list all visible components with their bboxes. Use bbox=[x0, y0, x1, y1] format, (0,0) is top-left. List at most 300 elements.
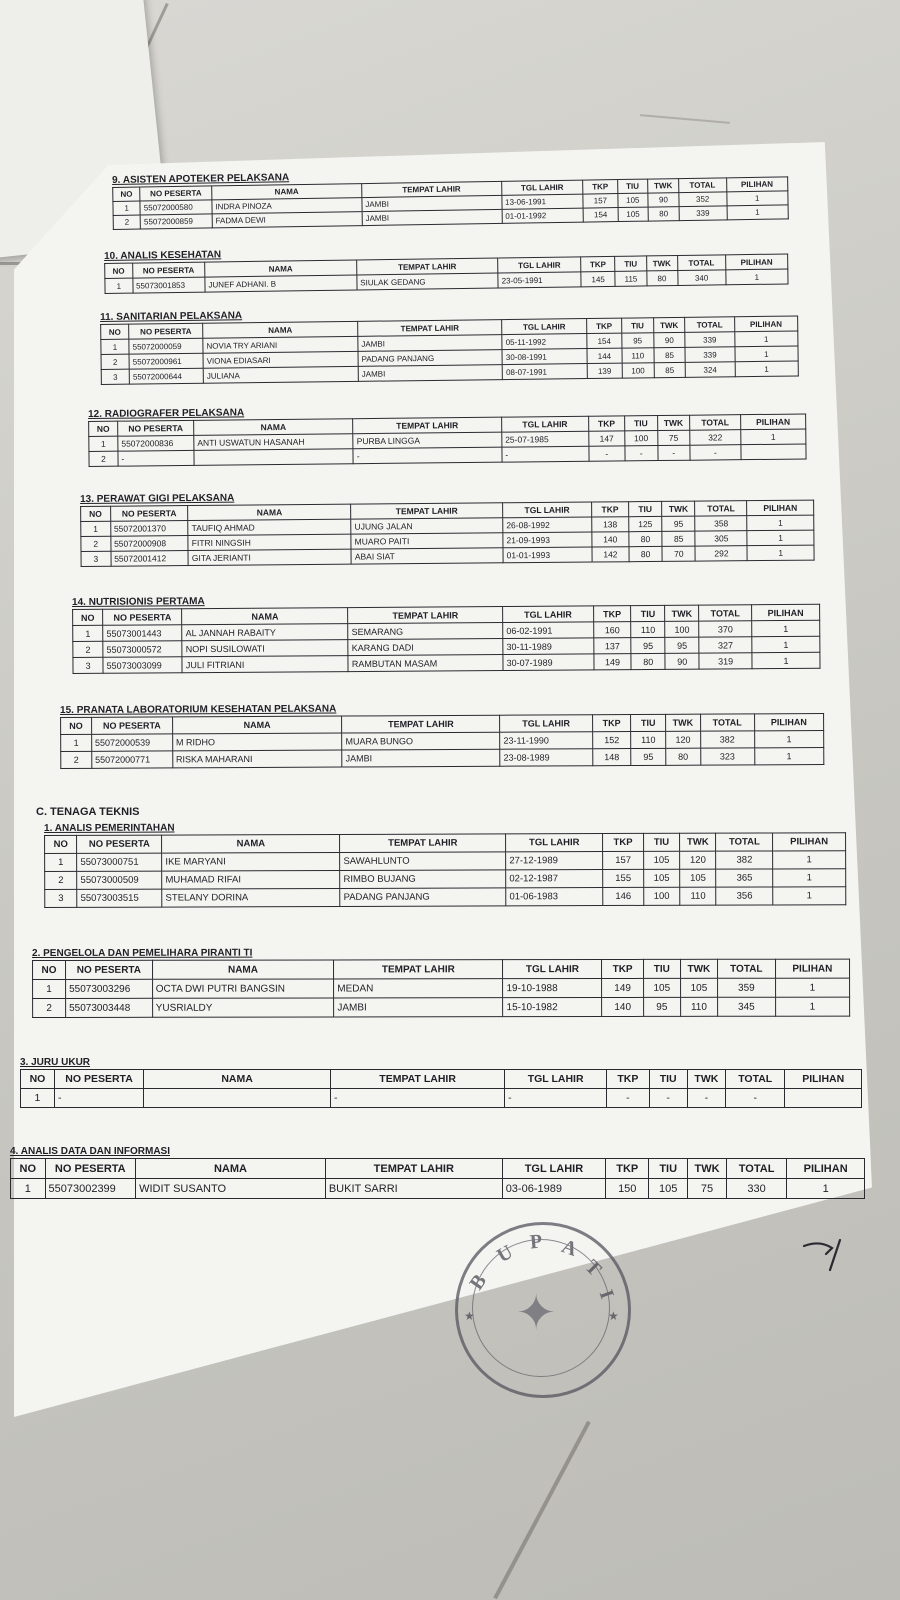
table-cell: UJUNG JALAN bbox=[351, 518, 503, 534]
table-cell: WIDIT SUSANTO bbox=[136, 1179, 326, 1199]
table-cell: 1 bbox=[33, 979, 66, 998]
table-cell: 145 bbox=[581, 271, 616, 286]
table-cell: 23-11-1990 bbox=[500, 732, 593, 749]
table-cell: 1 bbox=[727, 205, 789, 220]
table-cell: 105 bbox=[680, 869, 716, 887]
column-header: NO bbox=[11, 1159, 46, 1179]
column-header: NAMA bbox=[162, 834, 340, 853]
table-cell: 2 bbox=[73, 641, 103, 657]
table-cell: 142 bbox=[592, 547, 629, 562]
table-cell: OCTA DWI PUTRI BANGSIN bbox=[152, 979, 334, 998]
column-header: TWK bbox=[688, 1159, 727, 1179]
table-cell: 55073000751 bbox=[77, 853, 162, 871]
column-header: TWK bbox=[646, 255, 677, 270]
table-cell: 100 bbox=[665, 621, 699, 637]
table-cell: 1 bbox=[89, 436, 118, 451]
column-header: TEMPAT LAHIR bbox=[362, 181, 502, 197]
table-cell: 137 bbox=[593, 638, 631, 654]
table-cell: 100 bbox=[625, 431, 658, 446]
table-cell: - bbox=[353, 447, 502, 464]
table-cell: 95 bbox=[643, 997, 680, 1016]
table-cell: 1 bbox=[11, 1179, 46, 1199]
table-cell: 327 bbox=[699, 637, 752, 653]
section-title: 13. PERAWAT GIGI PELAKSANA bbox=[80, 492, 235, 505]
table-cell: 370 bbox=[699, 621, 752, 637]
column-header: TGL LAHIR bbox=[502, 319, 587, 335]
table-cell: 90 bbox=[665, 653, 699, 669]
table-cell: 55072000908 bbox=[110, 536, 188, 552]
column-header: PILIHAN bbox=[726, 177, 788, 192]
column-header: TEMPAT LAHIR bbox=[331, 1070, 505, 1089]
table-cell: 30-08-1991 bbox=[502, 349, 587, 365]
section-block bbox=[72, 592, 821, 674]
group-heading: C. TENAGA TEKNIS bbox=[36, 806, 140, 818]
table-cell: 80 bbox=[646, 270, 677, 285]
table-cell: 105 bbox=[643, 869, 679, 887]
table-cell: 55073003296 bbox=[66, 979, 153, 998]
column-header: NO bbox=[101, 324, 129, 339]
table-row bbox=[33, 978, 850, 998]
table-cell: 2 bbox=[61, 751, 92, 768]
table-cell: M RIDHO bbox=[172, 733, 342, 751]
table-cell: 1 bbox=[754, 748, 824, 765]
table-cell: 1 bbox=[752, 620, 820, 636]
table-cell: 55073000509 bbox=[77, 871, 162, 889]
table-cell: 05-11-1992 bbox=[502, 334, 587, 350]
column-header: TEMPAT LAHIR bbox=[358, 320, 503, 337]
table-cell: 110 bbox=[631, 621, 665, 637]
table-cell: 148 bbox=[593, 749, 632, 766]
table-cell: 23-05-1991 bbox=[498, 272, 581, 288]
table-cell: JAMBI bbox=[358, 335, 503, 352]
column-header: TGL LAHIR bbox=[501, 180, 583, 195]
table-cell: - bbox=[589, 446, 625, 461]
column-header: TIU bbox=[649, 1159, 688, 1179]
table-cell: 85 bbox=[654, 347, 686, 362]
section-block bbox=[44, 820, 846, 908]
paraf-signature bbox=[800, 1232, 860, 1272]
table-cell: 03-06-1989 bbox=[502, 1179, 606, 1199]
section-title: 4. ANALIS DATA DAN INFORMASI bbox=[10, 1146, 170, 1157]
table-header-row bbox=[21, 1070, 862, 1089]
stamp-letter: I bbox=[594, 1286, 619, 1302]
stamp-letter: T bbox=[580, 1255, 606, 1281]
column-header: PILIHAN bbox=[787, 1159, 865, 1179]
table-cell: 1 bbox=[105, 278, 133, 293]
section-block bbox=[80, 488, 815, 567]
column-header: TOTAL bbox=[700, 714, 754, 731]
table-cell: 55073003099 bbox=[103, 657, 182, 674]
table-cell: 160 bbox=[593, 622, 631, 638]
table-cell: 23-08-1989 bbox=[500, 749, 593, 766]
table-cell: 139 bbox=[587, 363, 622, 378]
table-cell: 1 bbox=[73, 625, 103, 641]
table-cell: 157 bbox=[603, 851, 644, 869]
table-cell: 147 bbox=[588, 431, 624, 446]
table-cell: 330 bbox=[726, 1179, 786, 1199]
column-header: NO bbox=[81, 506, 111, 521]
table-cell: JAMBI bbox=[358, 365, 503, 382]
column-header: TIU bbox=[643, 959, 680, 978]
table-cell: - bbox=[502, 446, 589, 462]
table-cell: 80 bbox=[631, 653, 665, 669]
table-cell: PADANG PANJANG bbox=[340, 888, 506, 907]
column-header: NO PESERTA bbox=[103, 609, 182, 626]
column-header: TOTAL bbox=[695, 501, 747, 516]
table-cell: YUSRIALDY bbox=[152, 998, 334, 1017]
column-header: NAMA bbox=[152, 960, 334, 979]
column-header: TKP bbox=[602, 959, 643, 978]
table-cell: INDRA PINOZA bbox=[212, 198, 362, 214]
section-block bbox=[88, 401, 807, 467]
column-header: NO bbox=[105, 263, 133, 278]
table-cell: 1 bbox=[773, 869, 846, 887]
table-cell: - bbox=[657, 445, 690, 460]
table-cell: 15-10-1982 bbox=[503, 998, 602, 1017]
table-cell bbox=[144, 1089, 331, 1108]
table-cell: 01-01-1992 bbox=[502, 208, 584, 223]
section-block bbox=[112, 164, 789, 230]
results-table bbox=[72, 604, 820, 674]
column-header: TGL LAHIR bbox=[506, 834, 603, 852]
column-header: TGL LAHIR bbox=[502, 1159, 606, 1179]
table-cell: 1 bbox=[773, 887, 846, 905]
table-cell: 359 bbox=[717, 978, 775, 997]
column-header: TEMPAT LAHIR bbox=[353, 417, 502, 434]
section-block bbox=[32, 947, 850, 1018]
table-cell: 1 bbox=[787, 1179, 865, 1199]
results-table bbox=[32, 959, 850, 1018]
table-cell: 339 bbox=[685, 332, 734, 348]
section-title: 1. ANALIS PEMERINTAHAN bbox=[44, 822, 175, 834]
table-cell: 1 bbox=[726, 191, 788, 206]
table-cell: RIMBO BUJANG bbox=[340, 870, 506, 889]
table-cell: 80 bbox=[629, 531, 662, 546]
table-cell: 30-11-1989 bbox=[503, 638, 594, 655]
column-header: TIU bbox=[622, 318, 654, 333]
table-cell: 1 bbox=[45, 853, 77, 871]
table-cell: 27-12-1989 bbox=[506, 852, 603, 870]
stamp-letter: A bbox=[558, 1235, 580, 1261]
table-cell: 1 bbox=[775, 997, 849, 1016]
garuda-emblem-icon: ✦ bbox=[516, 1287, 557, 1340]
stamp-letter: U bbox=[493, 1240, 517, 1268]
table-cell: 95 bbox=[665, 637, 699, 653]
column-header: NAMA bbox=[188, 504, 351, 520]
column-header: NAMA bbox=[144, 1070, 331, 1089]
table-cell: NOPI SUSILOWATI bbox=[182, 640, 348, 657]
section-title: 12. RADIOGRAFER PELAKSANA bbox=[88, 407, 245, 420]
table-cell: 13-06-1991 bbox=[501, 194, 583, 209]
table-cell: SAWAHLUNTO bbox=[340, 852, 506, 871]
table-cell: 01-01-1993 bbox=[503, 547, 592, 563]
star-icon: ★ bbox=[464, 1309, 475, 1323]
table-cell: RAMBUTAN MASAM bbox=[348, 654, 503, 671]
table-cell: 21-09-1993 bbox=[503, 532, 592, 548]
column-header: TOTAL bbox=[726, 1070, 785, 1089]
table-cell: 352 bbox=[679, 192, 727, 207]
results-table bbox=[112, 176, 789, 230]
table-cell: RISKA MAHARANI bbox=[172, 750, 342, 768]
table-cell: 55072001412 bbox=[111, 551, 189, 567]
column-header: TKP bbox=[591, 502, 628, 517]
table-cell: 70 bbox=[662, 546, 695, 561]
column-header: TWK bbox=[665, 605, 699, 621]
table-cell: 149 bbox=[594, 654, 632, 670]
table-cell: 75 bbox=[657, 430, 690, 445]
table-cell: 01-06-1983 bbox=[506, 888, 603, 906]
table-cell: 19-10-1988 bbox=[503, 979, 602, 998]
table-cell: 55072000539 bbox=[91, 734, 172, 751]
table-cell: FADMA DEWI bbox=[212, 212, 362, 228]
table-cell: NOVIA TRY ARIANI bbox=[203, 336, 358, 353]
results-table bbox=[80, 500, 815, 567]
table-row bbox=[61, 748, 824, 769]
column-header: NO bbox=[113, 187, 140, 201]
column-header: NO PESERTA bbox=[140, 186, 212, 201]
table-cell: 55072000059 bbox=[129, 338, 203, 354]
column-header: TIU bbox=[615, 256, 646, 271]
column-header: TGL LAHIR bbox=[505, 1070, 607, 1089]
column-header: TEMPAT LAHIR bbox=[351, 503, 503, 519]
table-cell: 339 bbox=[679, 206, 727, 221]
section-block bbox=[100, 303, 799, 385]
column-header: PILIHAN bbox=[747, 500, 814, 516]
table-cell: 150 bbox=[606, 1179, 649, 1199]
table-cell: JAMBI bbox=[334, 998, 503, 1017]
column-header: TOTAL bbox=[677, 255, 725, 271]
table-cell: 1 bbox=[747, 530, 814, 546]
table-cell: 55072000644 bbox=[129, 368, 203, 384]
table-header-row bbox=[11, 1159, 865, 1179]
table-cell: 1 bbox=[752, 636, 820, 652]
column-header: TKP bbox=[581, 256, 616, 271]
table-cell: KARANG DADI bbox=[348, 638, 503, 655]
table-cell: - bbox=[331, 1089, 505, 1108]
table-cell: 154 bbox=[583, 208, 617, 223]
table-cell: 1 bbox=[21, 1089, 55, 1108]
section-block bbox=[10, 1146, 865, 1199]
table-cell: 3 bbox=[101, 369, 129, 384]
results-table bbox=[88, 413, 806, 467]
table-cell: 365 bbox=[716, 869, 773, 887]
table-cell: 2 bbox=[45, 871, 77, 889]
table-cell: 85 bbox=[654, 362, 686, 377]
table-cell: 1 bbox=[752, 652, 820, 668]
table-cell: 55072000771 bbox=[92, 751, 173, 768]
column-header: TOTAL bbox=[690, 415, 741, 431]
table-cell: 02-12-1987 bbox=[506, 870, 603, 888]
table-cell: - bbox=[625, 446, 658, 461]
table-cell: JAMBI bbox=[362, 209, 502, 225]
table-cell: 345 bbox=[717, 997, 775, 1016]
table-cell: 358 bbox=[695, 516, 747, 531]
table-cell: AL JANNAH RABAITY bbox=[182, 624, 348, 641]
table-cell: 120 bbox=[666, 731, 701, 748]
section-title: 2. PENGELOLA DAN PEMELIHARA PIRANTI TI bbox=[32, 947, 253, 959]
table-cell: 322 bbox=[690, 430, 741, 446]
column-header: TOTAL bbox=[678, 178, 726, 193]
table-cell: STELANY DORINA bbox=[162, 888, 340, 907]
table-cell: 110 bbox=[622, 348, 654, 363]
table-cell: 80 bbox=[666, 748, 701, 765]
stamp-letter: B bbox=[465, 1270, 492, 1294]
table-cell: 382 bbox=[700, 731, 754, 748]
column-header: NO PESERTA bbox=[132, 262, 205, 278]
results-table bbox=[44, 832, 846, 908]
table-cell: - bbox=[54, 1089, 143, 1108]
table-cell: 1 bbox=[734, 331, 798, 347]
column-header: NO bbox=[61, 717, 92, 734]
column-header: TEMPAT LAHIR bbox=[342, 715, 500, 733]
table-cell: 08-07-1991 bbox=[502, 364, 587, 380]
table-cell: 100 bbox=[643, 887, 679, 905]
table-cell: ABAI SIAT bbox=[351, 548, 503, 564]
table-cell: MUARA BUNGO bbox=[342, 732, 500, 750]
table-cell: 06-02-1991 bbox=[503, 622, 594, 639]
table-cell: 105 bbox=[643, 978, 680, 997]
column-header: NAMA bbox=[182, 608, 348, 625]
table-cell: 3 bbox=[45, 889, 77, 907]
table-cell: 55072000836 bbox=[118, 435, 194, 451]
column-header: TWK bbox=[653, 317, 685, 332]
table-cell: JAMBI bbox=[342, 749, 500, 767]
column-header: TGL LAHIR bbox=[503, 606, 594, 623]
results-table bbox=[20, 1069, 862, 1108]
table-cell: 105 bbox=[643, 851, 679, 869]
table-cell: 382 bbox=[716, 851, 773, 869]
table-cell: 1 bbox=[81, 521, 111, 536]
table-cell: 1 bbox=[113, 201, 140, 215]
column-header: PILIHAN bbox=[740, 414, 805, 430]
column-header: TWK bbox=[648, 179, 679, 193]
table-cell: VIONA EDIASARI bbox=[203, 351, 358, 368]
column-header: TOTAL bbox=[717, 959, 775, 978]
column-header: NO PESERTA bbox=[66, 960, 153, 979]
column-header: TEMPAT LAHIR bbox=[325, 1159, 502, 1179]
table-cell: 2 bbox=[81, 536, 111, 551]
table-cell: 2 bbox=[33, 998, 66, 1017]
column-header: PILIHAN bbox=[752, 604, 820, 620]
column-header: NAMA bbox=[136, 1159, 326, 1179]
table-cell: 2 bbox=[113, 215, 140, 229]
table-cell: BUKIT SARRI bbox=[325, 1179, 502, 1199]
column-header: NO bbox=[73, 609, 103, 625]
table-cell: 1 bbox=[747, 515, 814, 531]
column-header: TKP bbox=[588, 416, 624, 431]
table-cell: 1 bbox=[775, 978, 849, 997]
table-row bbox=[11, 1179, 865, 1199]
column-header: TWK bbox=[680, 833, 716, 851]
column-header: TIU bbox=[617, 179, 648, 193]
table-cell: 323 bbox=[700, 748, 754, 765]
table-cell: 90 bbox=[653, 332, 685, 347]
column-header: TKP bbox=[606, 1159, 649, 1179]
column-header: NO bbox=[45, 835, 77, 853]
table-cell: SIULAK GEDANG bbox=[357, 273, 499, 290]
column-header: PILIHAN bbox=[754, 714, 824, 731]
table-cell: 1 bbox=[747, 545, 814, 561]
column-header: TOTAL bbox=[726, 1159, 786, 1179]
column-header: NAMA bbox=[205, 260, 357, 277]
table-cell: 155 bbox=[603, 869, 644, 887]
table-cell: 305 bbox=[695, 531, 747, 546]
column-header: NAMA bbox=[172, 716, 342, 734]
table-cell: 125 bbox=[629, 516, 662, 531]
column-header: TKP bbox=[607, 1070, 649, 1089]
table-cell: - bbox=[690, 445, 741, 461]
column-header: TOTAL bbox=[699, 605, 752, 621]
column-header: NO PESERTA bbox=[77, 835, 162, 853]
table-cell: 1 bbox=[61, 734, 92, 751]
column-header: PILIHAN bbox=[734, 316, 798, 332]
table-cell: 356 bbox=[716, 887, 773, 905]
table-cell: 55072001370 bbox=[110, 521, 188, 537]
table-cell: 2 bbox=[89, 451, 118, 466]
table-cell: 144 bbox=[587, 348, 622, 363]
table-cell: 149 bbox=[602, 978, 643, 997]
column-header: TGL LAHIR bbox=[500, 715, 593, 732]
column-header: NAMA bbox=[212, 184, 362, 200]
table-cell: 1 bbox=[101, 339, 129, 354]
column-header: TWK bbox=[657, 415, 690, 430]
column-header: NO PESERTA bbox=[91, 717, 172, 734]
table-cell: PADANG PANJANG bbox=[358, 350, 503, 367]
column-header: TWK bbox=[680, 959, 717, 978]
column-header: PILIHAN bbox=[785, 1070, 862, 1089]
table-cell: 55073000572 bbox=[103, 641, 182, 658]
column-header: TGL LAHIR bbox=[503, 960, 602, 979]
column-header: TGL LAHIR bbox=[503, 502, 592, 518]
table-cell: ANTI USWATUN HASANAH bbox=[194, 434, 353, 451]
table-cell: 55073003448 bbox=[66, 998, 153, 1017]
table-cell: 55073001853 bbox=[132, 277, 205, 293]
section-title: 11. SANITARIAN PELAKSANA bbox=[100, 310, 243, 323]
column-header: TEMPAT LAHIR bbox=[356, 258, 498, 275]
table-cell: 1 bbox=[754, 731, 824, 748]
table-cell: MUARO PAITI bbox=[351, 533, 503, 549]
column-header: PILIHAN bbox=[725, 254, 787, 270]
table-cell: - bbox=[118, 450, 194, 466]
table-cell: - bbox=[505, 1089, 607, 1108]
column-header: TKP bbox=[586, 318, 621, 333]
table-cell bbox=[741, 444, 806, 460]
table-cell: MUHAMAD RIFAI bbox=[162, 870, 340, 889]
column-header: NAMA bbox=[194, 419, 353, 436]
column-header: TEMPAT LAHIR bbox=[340, 834, 506, 853]
column-header: TIU bbox=[628, 501, 661, 516]
column-header: PILIHAN bbox=[775, 959, 849, 978]
table-cell: 146 bbox=[603, 887, 644, 905]
table-cell: 25-07-1985 bbox=[502, 431, 589, 447]
table-cell: 80 bbox=[629, 546, 662, 561]
section-title: 10. ANALIS KESEHATAN bbox=[104, 249, 222, 262]
table-cell: TAUFIQ AHMAD bbox=[188, 519, 351, 535]
table-cell: 110 bbox=[680, 887, 716, 905]
column-header: TKP bbox=[593, 606, 631, 622]
table-cell: 95 bbox=[631, 748, 666, 765]
table-cell: MEDAN bbox=[334, 979, 503, 998]
table-cell: 105 bbox=[618, 207, 649, 221]
table-cell: 26-08-1992 bbox=[503, 517, 592, 533]
table-cell: 157 bbox=[583, 194, 617, 209]
column-header: TGL LAHIR bbox=[498, 257, 581, 273]
bupati-stamp bbox=[455, 1222, 631, 1398]
column-header: PILIHAN bbox=[773, 833, 846, 851]
column-header: TEMPAT LAHIR bbox=[348, 606, 503, 623]
table-cell: 2 bbox=[101, 354, 129, 369]
table-cell: 75 bbox=[688, 1179, 727, 1199]
